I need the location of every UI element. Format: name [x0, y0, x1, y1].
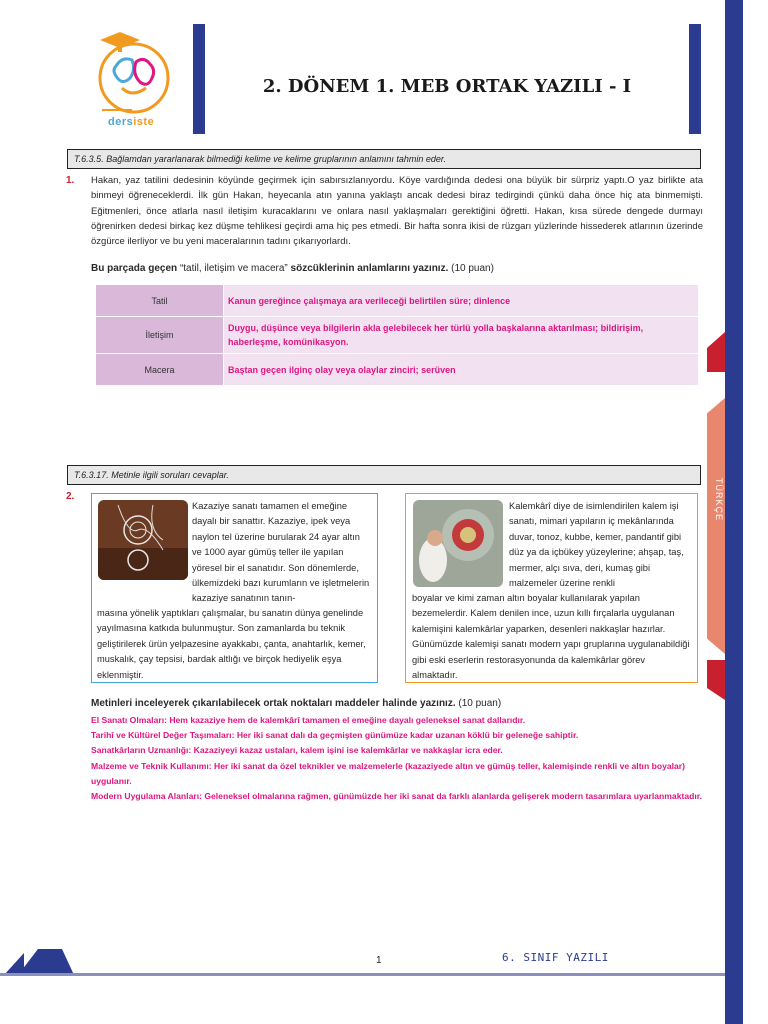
prompt-1-part-b: “tatil, iletişim ve macera” — [179, 263, 288, 274]
kazaziye-text-part-a: Kazaziye sanatı tamamen el emeğine dayalı bir sanattır. Kazaziye, ipek veya naylon tel üzerine burularak 24 ayar altın ve 1000 ayar gümüş teller ile yapılan yöresel bir el sanatıdır. Son dönemlerde, ülkemizdeki bazı kurumların ve işletmelerin kazaziye sanatının tanın- — [192, 501, 370, 604]
table-definition: Kanun gereğince çalışmaya ara verileceği belirtilen süre; dinlence — [224, 285, 699, 317]
logo-text-b: iste — [133, 116, 155, 128]
question-number-1: 1. — [66, 175, 75, 186]
kalemkari-image — [413, 500, 503, 587]
question-number-2: 2. — [66, 491, 75, 502]
side-tab-red-bottom — [707, 660, 725, 700]
header-bar-left — [193, 24, 205, 134]
table-definition: Baştan geçen ilginç olay veya olaylar zinciri; serüven — [224, 354, 699, 386]
table-row — [96, 317, 699, 354]
logo-wordmark — [108, 116, 154, 128]
header-bar-right — [689, 24, 701, 134]
answer-item: El Sanatı Olmaları: Hem kazaziye hem de kalemkârî tamamen el emeğine dayalı geleneksel sanat dallarıdır. — [91, 715, 526, 725]
table-term: Macera — [96, 354, 224, 386]
kazaziye-image — [98, 500, 188, 580]
footer-label: 6. SINIF YAZILI — [502, 951, 609, 964]
page-title: 2. DÖNEM 1. MEB ORTAK YAZILI - I — [262, 76, 632, 97]
side-tab-label: TÜRKÇE — [714, 478, 724, 522]
right-edge-bar — [725, 0, 743, 1024]
kazaziye-text-part-b: masına yönelik yaptıkları çalışmalar, bu sanatın dünya genelinde yayılmasına katkıda bulunmuştur. Son zamanlarda bu teknik geliştirilerek ürün yelpazesine ayakkabı, çanta, anahtarlık, kemer, muskalık, çay tepsisi, bardak altlığı ve birçok hediyelik eşya eklenmiştir. — [97, 608, 366, 680]
side-tab-red-top — [707, 332, 725, 372]
objective-text-1: Bağlamdan yararlanarak bilmediği kelime ve kelime gruplarının anlamını tahmin eder. — [106, 154, 447, 164]
objective-text-2: Metinle ilgili soruları cevaplar. — [111, 470, 229, 480]
table-term: Tatil — [96, 285, 224, 317]
prompt-1-points: (10 puan) — [451, 263, 494, 274]
kazaziye-text-bottom — [97, 606, 373, 683]
kalemkari-painter-icon — [413, 500, 503, 587]
table-definition: Duygu, düşünce veya bilgilerin akla gelebilecek her türlü yolla başkalarına aktarılması; bildirişim, haberleşme, komünikasyon. — [224, 317, 699, 354]
footer-triangles-icon — [4, 947, 74, 975]
kalemkari-text-part-a: Kalemkârî diye de isimlendirilen kalem işi sanatı, mimari yapıların iç mekânlarında duvar, tonoz, kubbe, kemer, pandantif gibi düz ya da içbükey yüzeylerine; ahşap, taş, mermer, alçı sıva, deri, kumaş gibi malzemeler üzerine renkli — [509, 501, 684, 589]
prompt-1-part-c: sözcüklerinin anlamlarını yazınız. — [290, 263, 449, 274]
objective-code-2: T.6.3.17. — [74, 470, 109, 480]
question-1-prompt — [91, 263, 494, 274]
footer-line — [0, 973, 725, 976]
kazaziye-text-top — [192, 499, 372, 607]
objective-box-1 — [67, 149, 701, 169]
kazaziye-jewelry-icon — [98, 500, 188, 580]
question-2-answers — [91, 713, 703, 804]
question-2-prompt — [91, 698, 501, 709]
answer-item: Malzeme ve Teknik Kullanımı: Her iki sanat da özel teknikler ve malzemelerle (kazaziyede altın ve gümüş teller, kalemişinde renkli ve altın boyalar) uygulanır. — [91, 760, 686, 786]
table-row — [96, 285, 699, 317]
prompt-2-points: (10 puan) — [458, 698, 502, 709]
objective-code-1: T.6.3.5. — [74, 154, 104, 164]
table-row — [96, 354, 699, 386]
prompt-1-part-a: Bu parçada geçen — [91, 263, 178, 274]
answer-item: Modern Uygulama Alanları: Geleneksel olmalarına rağmen, günümüzde her iki sanat da farklı alanlarda gelişerek modern tasarımlara uyarlanmaktadır. — [91, 791, 703, 802]
kalemkari-text-top — [509, 499, 692, 591]
page-number: 1 — [376, 955, 382, 966]
answer-item: Tarihî ve Kültürel Değer Taşımaları: Her iki sanat dalı da geçmişten günümüze kadar uzanan köklü bir geleneğe sahiptir. — [91, 730, 579, 741]
objective-box-2 — [67, 465, 701, 485]
prompt-2-text: Metinleri inceleyerek çıkarılabilecek ortak noktaları maddeler halinde yazınız. — [91, 698, 456, 709]
table-term: İletişim — [96, 317, 224, 354]
answer-item: Sanatkârların Uzmanlığı: Kazaziyeyi kazaz ustaları, kalem işini ise kalemkârlar ve nakkaşlar icra eder. — [91, 745, 503, 756]
question-1-paragraph: Hakan, yaz tatilini dedesinin köyünde geçirmek için sabırsızlanıyordu. Köye vardığında dedesi ona büyük bir sürpriz yaptı.O yaz birlikte ata binmeyi öğreneceklerdi. İlk gün Hakan, heyecanla atın yanına yaklaştı ancak dedesi biraz tedirgindi çünkü daha önce hiç ata binmemişti. Eğitmenleri, önce atlarla nasıl iletişim kuracaklarını ve onlara nasıl yaklaşmaları gerektiğini öğretti. Hakan, kısa sürede dengede durmayı öğrenirken dedesi birkaç kez düşme tehlikesi geçirdi ama hiç pes etmedi. Bir hafta sonra ikisi de rüzgarı yüzlerinde hissederek atlarının üzerinde özgürce ilerliyor ve bu yeni maceralarının tadını çıkarıyorlardı. — [91, 175, 703, 248]
logo-text-a: ders — [108, 116, 134, 128]
kalemkari-text-part-b: boyalar ve kimi zaman altın boyalar kullanılarak yapılan bezemelerdir. Kalem denilen ince, uzun kıllı fırçalarla uygulanan kalemişini kalemkârlar yaparken, desenleri nakkaşlar hazırlar. Günümüzde kalemişi sanatı modern yapı gruplarına uygulanabildiği gibi eski eserlerin restorasyonunda da kalemkârlar görev almaktadır. — [412, 593, 690, 681]
kalemkari-text-bottom — [412, 591, 692, 683]
vocabulary-table — [95, 284, 699, 386]
